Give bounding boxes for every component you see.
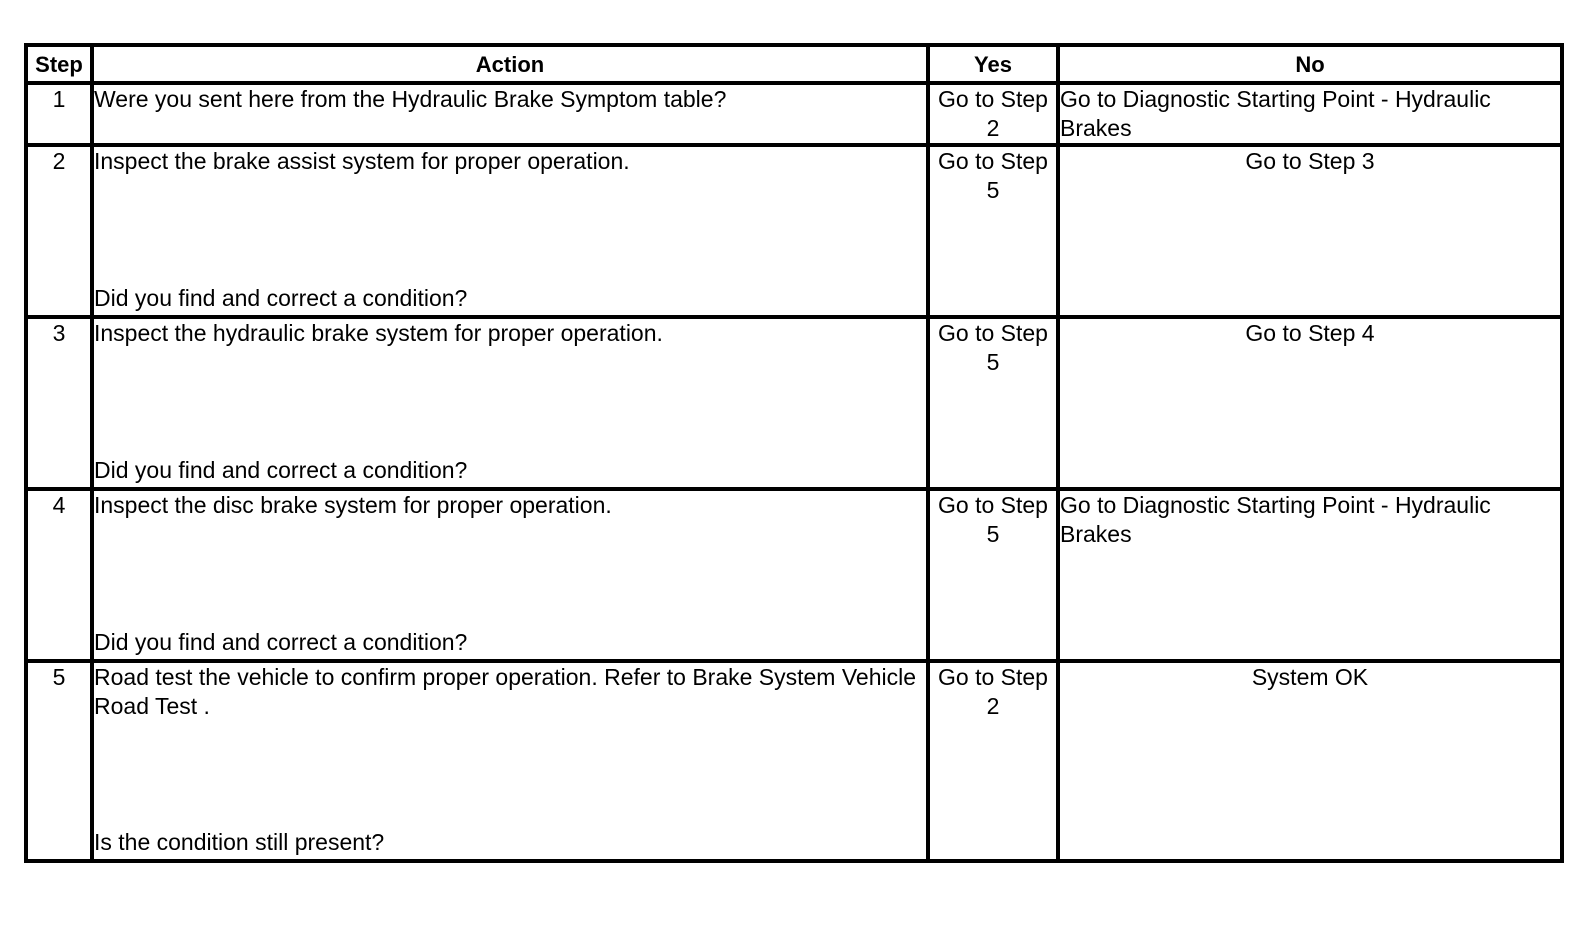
step-number: 4 xyxy=(26,489,92,661)
header-no: No xyxy=(1058,45,1562,83)
action-cell xyxy=(92,145,928,317)
header-action: Action xyxy=(92,45,928,83)
table-row xyxy=(26,317,1562,489)
no-cell: System OK xyxy=(1058,661,1562,861)
header-step: Step xyxy=(26,45,92,83)
action-cell xyxy=(92,661,928,861)
yes-cell: Go to Step 2 xyxy=(928,83,1058,145)
action-text: Inspect the brake assist system for proper operation. xyxy=(94,148,630,174)
action-text: Road test the vehicle to confirm proper operation. Refer to Brake System Vehicle Road Test . xyxy=(94,664,917,719)
step-number: 5 xyxy=(26,661,92,861)
action-cell xyxy=(92,489,928,661)
no-cell: Go to Diagnostic Starting Point - Hydraulic Brakes xyxy=(1058,83,1562,145)
table-row xyxy=(26,83,1562,145)
action-question: Did you find and correct a condition? xyxy=(94,629,468,655)
step-number: 2 xyxy=(26,145,92,317)
action-question: Did you find and correct a condition? xyxy=(94,457,468,483)
action-text: Inspect the hydraulic brake system for proper operation. xyxy=(94,320,663,346)
action-cell xyxy=(92,83,928,145)
table-row xyxy=(26,489,1562,661)
yes-cell: Go to Step 5 xyxy=(928,489,1058,661)
action-text: Were you sent here from the Hydraulic Brake Symptom table? xyxy=(94,86,727,112)
step-number: 1 xyxy=(26,83,92,145)
table-row xyxy=(26,145,1562,317)
no-cell: Go to Diagnostic Starting Point - Hydraulic Brakes xyxy=(1058,489,1562,661)
yes-cell: Go to Step 5 xyxy=(928,145,1058,317)
header-yes: Yes xyxy=(928,45,1058,83)
action-text: Inspect the disc brake system for proper operation. xyxy=(94,492,612,518)
action-question: Did you find and correct a condition? xyxy=(94,285,468,311)
no-cell: Go to Step 3 xyxy=(1058,145,1562,317)
action-cell xyxy=(92,317,928,489)
header-row xyxy=(26,45,1562,83)
no-cell: Go to Step 4 xyxy=(1058,317,1562,489)
yes-cell: Go to Step 2 xyxy=(928,661,1058,861)
step-number: 3 xyxy=(26,317,92,489)
diagnostic-table xyxy=(24,43,1564,863)
yes-cell: Go to Step 5 xyxy=(928,317,1058,489)
action-question: Is the condition still present? xyxy=(94,829,385,855)
table-row xyxy=(26,661,1562,861)
